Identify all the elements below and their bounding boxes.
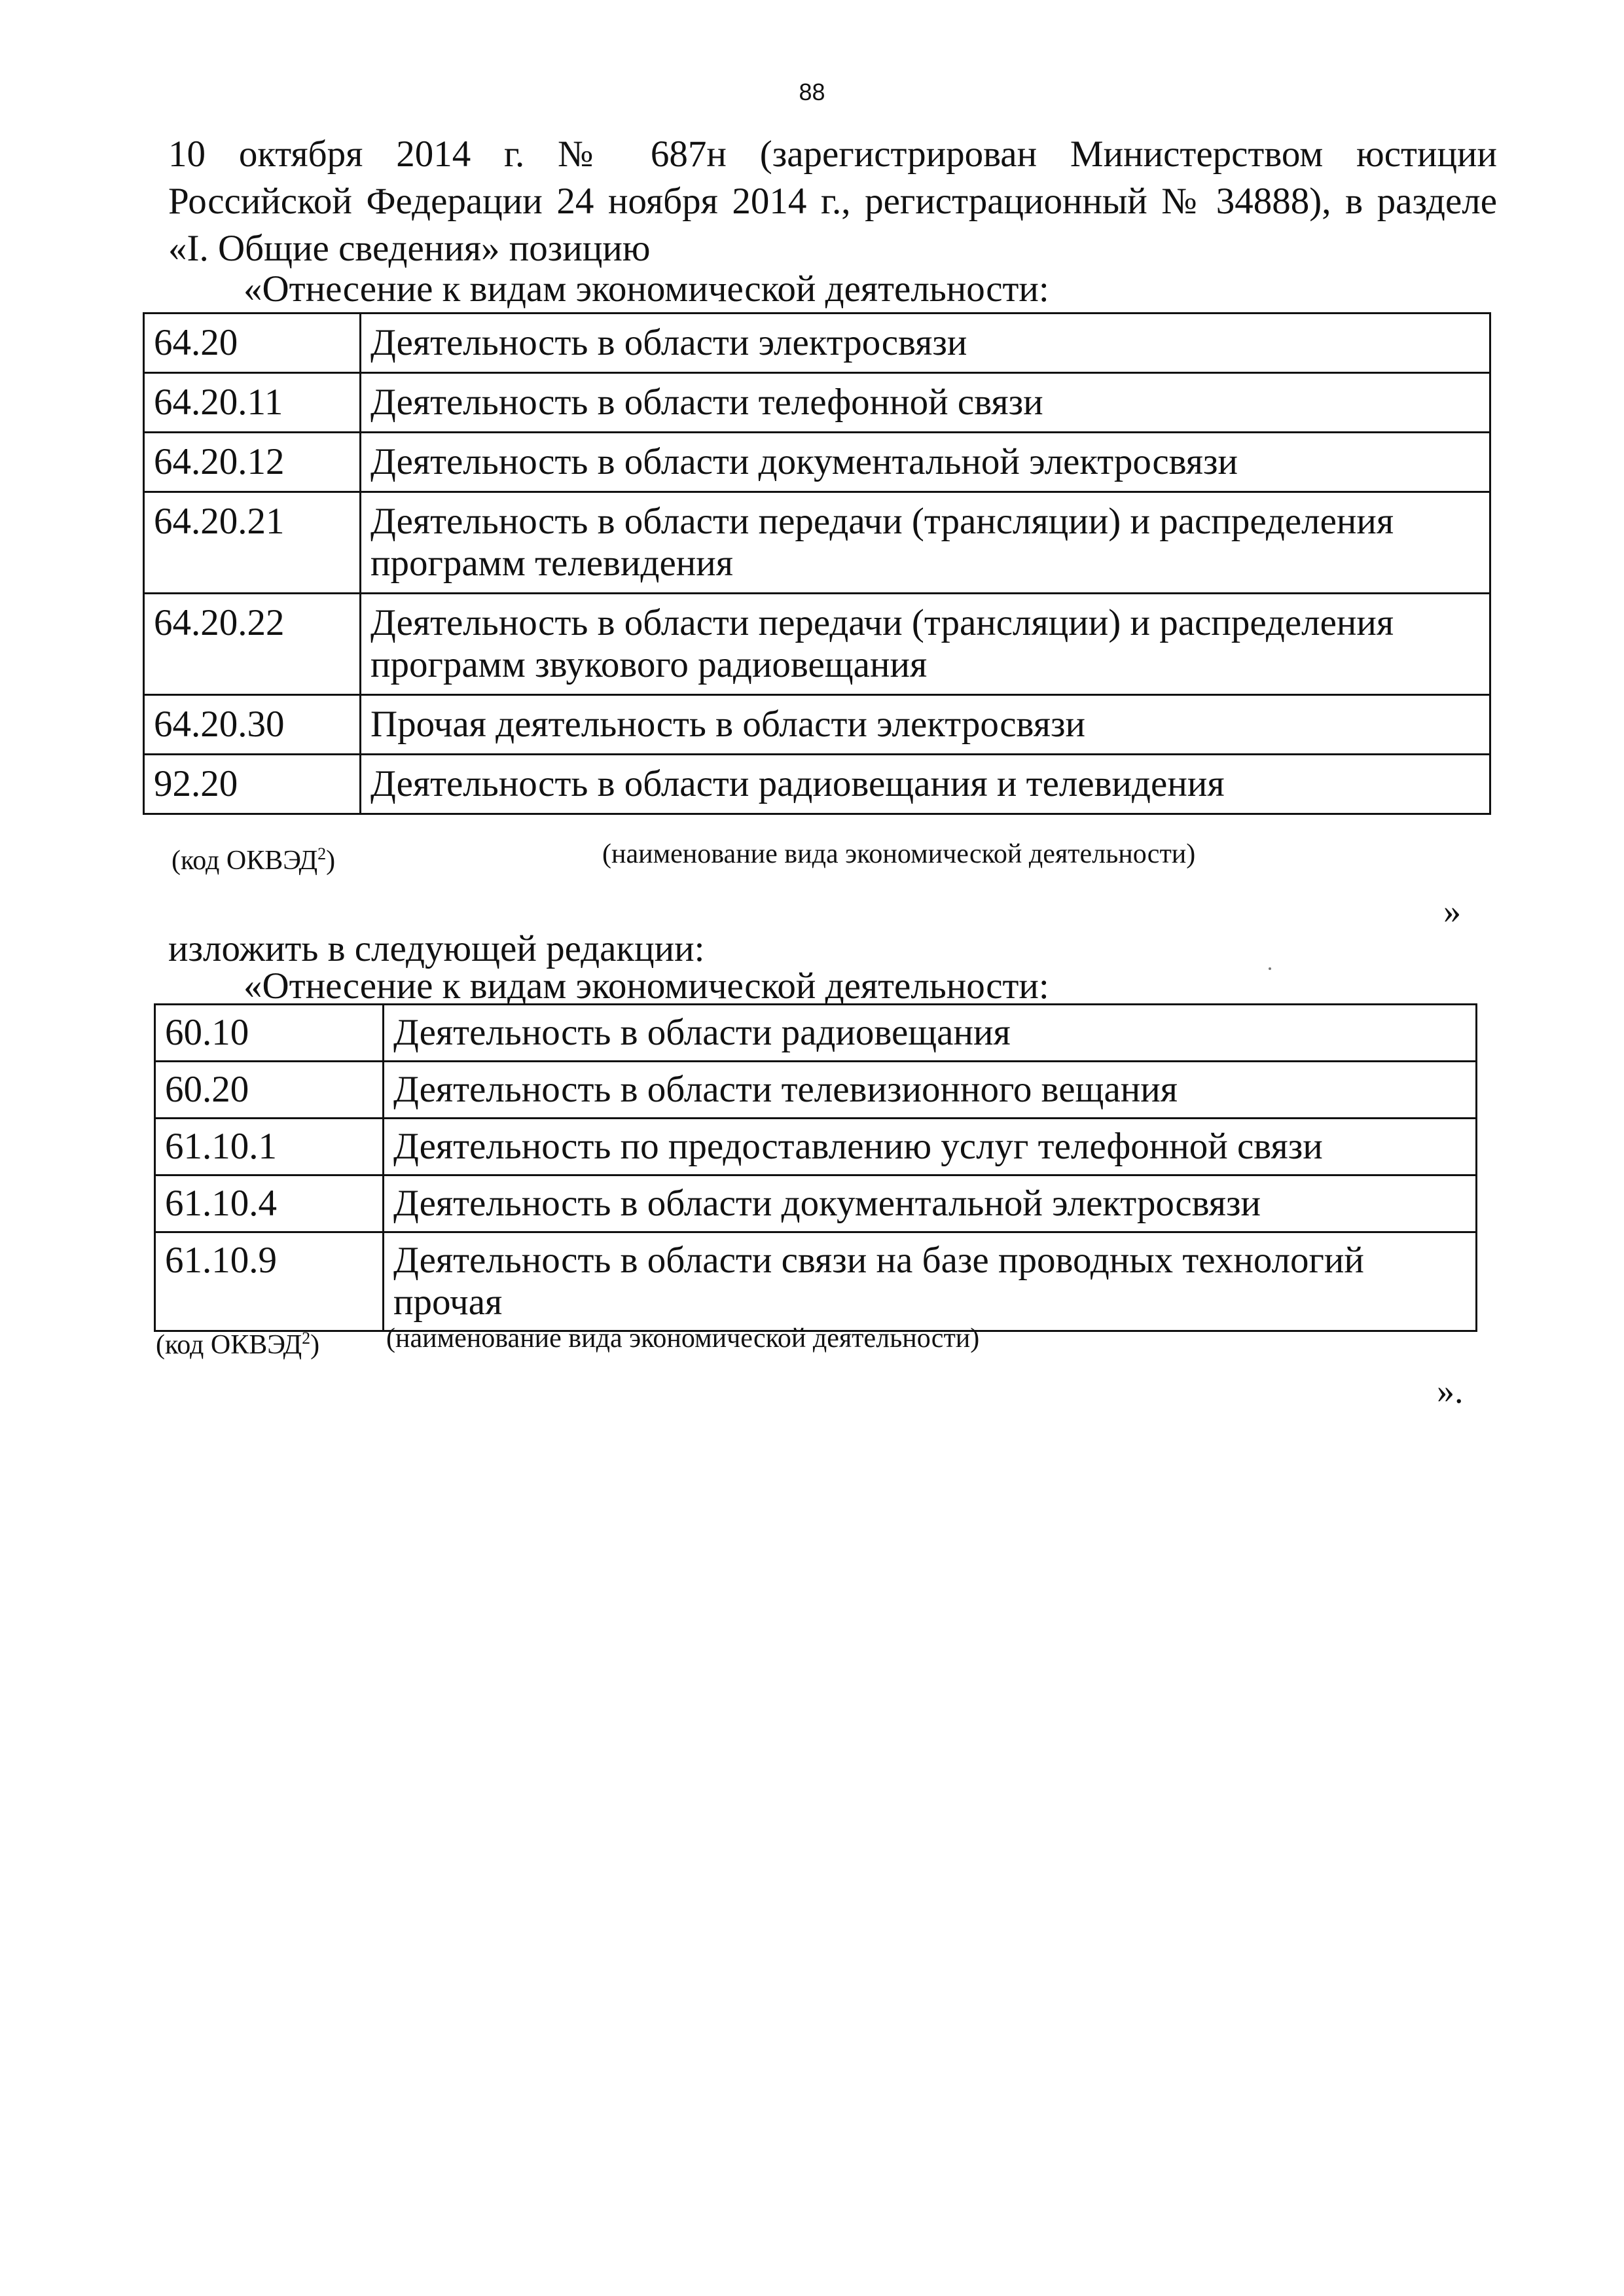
table-row	[144, 314, 1490, 373]
activity-name: Деятельность в области телефонной связи	[361, 373, 1490, 433]
table-row	[144, 755, 1490, 814]
table-row	[155, 1119, 1477, 1175]
intro-paragraph	[168, 131, 1497, 272]
okved-table-new	[154, 1003, 1477, 1332]
okved-code: 92.20	[144, 755, 361, 814]
table-row	[155, 1005, 1477, 1062]
activity-name: Деятельность в области документальной электросвязи	[384, 1175, 1477, 1232]
activity-name: Деятельность по предоставлению услуг телефонной связи	[384, 1119, 1477, 1175]
transition-text: изложить в следующей редакции:	[168, 928, 705, 969]
activity-name: Деятельность в области передачи (трансляции) и распределения программ телевидения	[361, 492, 1490, 594]
okved-code: 64.20.21	[144, 492, 361, 594]
activity-name: Деятельность в области телевизионного вещания	[384, 1062, 1477, 1119]
table-row	[144, 695, 1490, 755]
table-row	[155, 1232, 1477, 1331]
caption-code: (код ОКВЭД$^2$)	[171, 844, 336, 876]
okved-code: 64.20.30	[144, 695, 361, 755]
activity-name: Деятельность в области радиовещания	[384, 1005, 1477, 1062]
caption-code: (код ОКВЭД$^2$)	[156, 1329, 320, 1360]
table-row	[144, 433, 1490, 492]
okved-code: 61.10.1	[155, 1119, 384, 1175]
scan-speck	[1269, 967, 1271, 970]
okved-code: 64.20.12	[144, 433, 361, 492]
activity-name: Деятельность в области связи на базе проводных технологий прочая	[384, 1232, 1477, 1331]
table-row	[144, 594, 1490, 695]
table-row	[155, 1062, 1477, 1119]
okved-table-old	[143, 312, 1491, 815]
closing-quote: ».	[1437, 1371, 1464, 1410]
table-row	[144, 492, 1490, 594]
section-old-heading: «Отнесение к видам экономической деятельности:	[244, 268, 1049, 310]
table-row	[144, 373, 1490, 433]
activity-name: Деятельность в области радиовещания и телевидения	[361, 755, 1490, 814]
caption-activity-name: (наименование вида экономической деятельности)	[602, 839, 1196, 869]
activity-name: Деятельность в области электросвязи	[361, 314, 1490, 373]
activity-name: Прочая деятельность в области электросвязи	[361, 695, 1490, 755]
okved-code: 60.20	[155, 1062, 384, 1119]
okved-code: 61.10.9	[155, 1232, 384, 1331]
okved-code: 64.20.22	[144, 594, 361, 695]
section-new-heading: «Отнесение к видам экономической деятельности:	[244, 965, 1049, 1007]
okved-code: 64.20.11	[144, 373, 361, 433]
intro-line: «I. Общие сведения» позицию	[168, 228, 651, 269]
table-row	[155, 1175, 1477, 1232]
closing-quote: »	[1443, 891, 1461, 931]
intro-line: Российской Федерации 24 ноября 2014 г., регистрационный № 34888), в разделе	[168, 181, 1497, 222]
activity-name: Деятельность в области документальной электросвязи	[361, 433, 1490, 492]
page-number: 88	[799, 79, 825, 105]
activity-name: Деятельность в области передачи (трансляции) и распределения программ звукового радиовещания	[361, 594, 1490, 695]
okved-code: 60.10	[155, 1005, 384, 1062]
caption-activity-name: (наименование вида экономической деятельности)	[386, 1323, 980, 1354]
okved-code: 64.20	[144, 314, 361, 373]
intro-line: 10 октября 2014 г. № 687н (зарегистрирован Министерством юстиции	[168, 134, 1497, 175]
okved-code: 61.10.4	[155, 1175, 384, 1232]
